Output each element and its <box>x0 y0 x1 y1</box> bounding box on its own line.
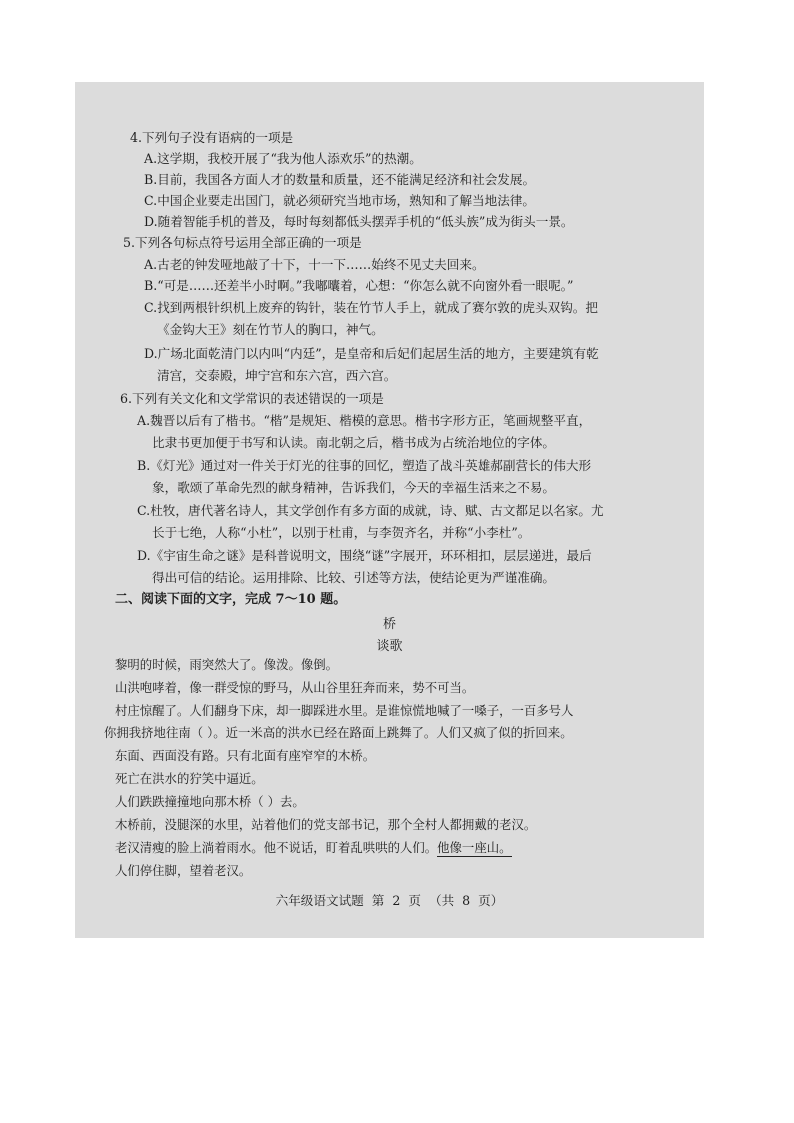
passage-paragraph-text: 老汉清瘦的脸上淌着雨水。他不说话，盯着乱哄哄的人们。 <box>115 840 438 855</box>
passage-paragraph: 你拥我挤地往南（ ）。近一米高的洪水已经在路面上跳舞了。人们又疯了似的折回来。 <box>104 725 573 740</box>
question-6-option-c-cont: 长于七绝，人称“小杜”，以别于杜甫，与李贺齐名，并称“小李杜”。 <box>152 525 531 540</box>
question-4-stem: 4.下列句子没有语病的一项是 <box>130 130 294 145</box>
passage-paragraph: 村庄惊醒了。人们翻身下床，却一脚踩进水里。是谁惊慌地喊了一嗓子，一百多号人 <box>115 703 574 718</box>
passage-title: 桥 <box>382 617 396 632</box>
passage-author: 谈歌 <box>376 639 403 654</box>
question-5-option-d-cont: 清宫，交泰殿，坤宁宫和东六宫，西六宫。 <box>157 368 397 383</box>
question-6-option-d-cont: 得出可信的结论。运用排除、比较、引述等方法，使结论更为严谨准确。 <box>152 570 555 585</box>
exam-page <box>75 82 704 938</box>
question-6-option-a: A.魏晋以后有了楷书。“楷”是规矩、楷模的意思。楷书字形方正，笔画规整平直， <box>137 413 592 428</box>
question-5-option-c-cont: 《金钩大王》刻在竹节人的胸口，神气。 <box>157 322 384 337</box>
question-5-option-b: B.“可是……还差半小时啊。”我嘟囔着，心想：“你怎么就不向窗外看一眼呢。” <box>144 278 574 293</box>
section-heading: 二、阅读下面的文字，完成 7～10 题。 <box>115 592 347 607</box>
passage-paragraph: 人们跌跌撞撞地向那木桥（ ）去。 <box>115 794 305 809</box>
question-4-option-d: D.随着智能手机的普及，每时每刻都低头摆弄手机的“低头族”成为街头一景。 <box>144 214 574 229</box>
page-footer: 六年级语文试题 第 2 页 （共 8 页） <box>275 893 504 908</box>
passage-paragraph-with-underline <box>115 840 512 856</box>
passage-paragraph: 山洪咆哮着，像一群受惊的野马，从山谷里狂奔而来，势不可当。 <box>115 680 475 695</box>
question-4-option-c: C.中国企业要走出国门，就必须研究当地市场，熟知和了解当地法律。 <box>144 193 536 208</box>
passage-paragraph: 死亡在洪水的狞笑中逼近。 <box>115 771 264 786</box>
passage-paragraph: 木桥前，没腿深的水里，站着他们的党支部书记，那个全村人都拥戴的老汉。 <box>115 817 537 832</box>
question-4-option-a: A.这学期，我校开展了“我为他人添欢乐”的热潮。 <box>144 151 422 166</box>
passage-paragraph: 黎明的时候，雨突然大了。像泼。像倒。 <box>115 657 339 672</box>
question-4-option-b: B.目前，我国各方面人才的数量和质量，还不能满足经济和社会发展。 <box>144 172 536 187</box>
question-6-option-a-cont: 比隶书更加便于书写和认读。南北朝之后，楷书成为占统治地位的字体。 <box>152 435 555 450</box>
question-6-option-b-cont: 象，歌颂了革命先烈的献身精神，告诉我们，今天的幸福生活来之不易。 <box>152 480 555 495</box>
question-6-option-d: D.《宇宙生命之谜》是科普说明文，围绕“谜”字展开，环环相扣，层层递进，最后 <box>137 548 592 563</box>
passage-paragraph: 东面、西面没有路。只有北面有座窄窄的木桥。 <box>115 748 376 763</box>
passage-paragraph: 人们停住脚，望着老汉。 <box>115 863 252 878</box>
question-6-stem: 6.下列有关文化和文学常识的表述错误的一项是 <box>120 391 384 406</box>
question-5-option-c: C.找到两根针织机上废弃的钩针，装在竹节人手上，就成了赛尔敦的虎头双钩。把 <box>144 300 598 315</box>
question-5-option-a: A.古老的钟发哑地敲了十下，十一下……始终不见丈夫回来。 <box>144 257 485 272</box>
underlined-sentence: 他像一座山。 <box>437 840 512 855</box>
question-5-stem: 5.下列各句标点符号运用全部正确的一项是 <box>123 235 362 250</box>
question-6-option-b: B.《灯光》通过对一件关于灯光的往事的回忆，塑造了战斗英雄郝副营长的伟大形 <box>137 458 592 473</box>
question-6-option-c: C.杜牧，唐代著名诗人，其文学创作有多方面的成就，诗、赋、古文都足以名家。尤 <box>137 503 604 518</box>
question-5-option-d: D.广场北面乾清门以内叫“内廷”，是皇帝和后妃们起居生活的地方，主要建筑有乾 <box>144 346 599 361</box>
